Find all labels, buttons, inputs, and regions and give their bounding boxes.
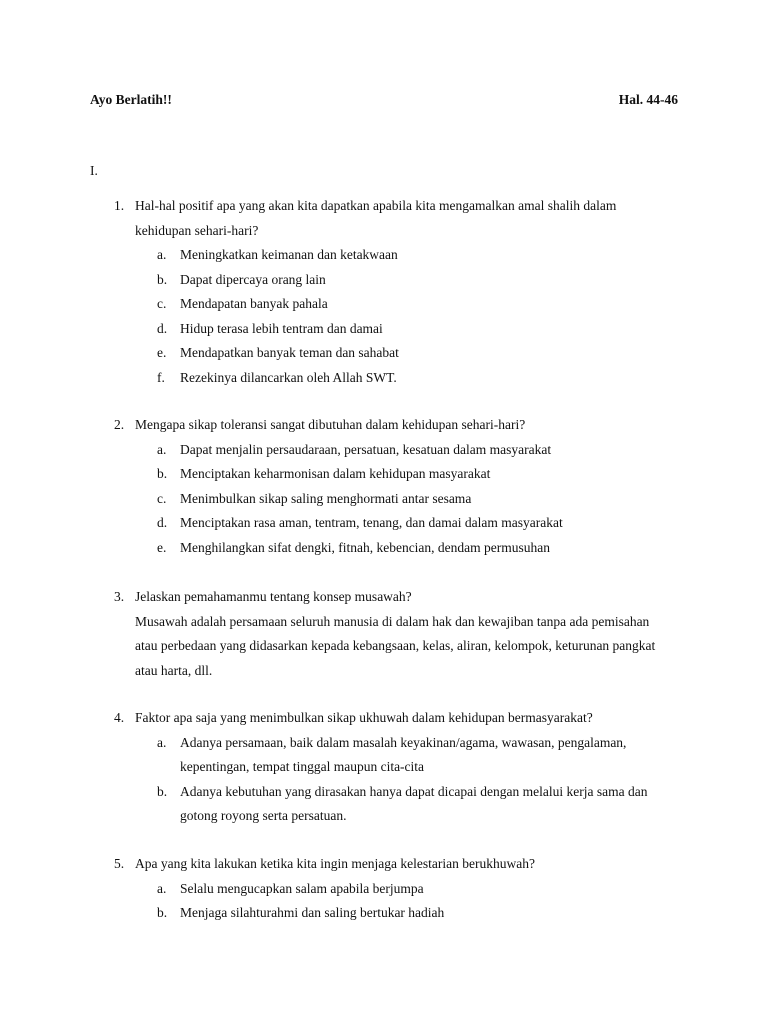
answer-option: [0, 487, 768, 512]
answer-option: [0, 366, 768, 391]
answer-option: [0, 292, 768, 317]
option-text: Menjaga silahturahmi dan saling bertukar hadiah: [180, 905, 445, 920]
option-letter: a.: [157, 441, 167, 457]
answer-option: [0, 268, 768, 293]
question-item: [0, 413, 768, 560]
option-text: Menghilangkan sifat dengki, fitnah, kebencian, dendam permusuhan: [180, 539, 551, 555]
answer-option: [0, 243, 768, 268]
question-text: Musawah adalah persamaan seluruh manusia di dalam hak dan kewajiban tanpa ada pemisahan: [135, 613, 650, 629]
option-text: Dapat menjalin persaudaraan, persatuan, kesatuan dalam masyarakat: [180, 441, 552, 457]
answer-option: [0, 317, 768, 342]
option-text: Adanya persamaan, baik dalam masalah keyakinan/agama, wawasan, pengalaman,: [180, 734, 627, 750]
answer-option: [0, 341, 768, 366]
answer-option: [0, 462, 768, 487]
page-title: Ayo Berlatih!!: [90, 92, 172, 107]
option-text: Menimbulkan sikap saling menghormati antar sesama: [180, 490, 472, 506]
question-number: 4.: [114, 710, 125, 725]
option-letter: a.: [157, 247, 167, 262]
section-number: I.: [90, 163, 98, 178]
question-text: atau perbedaan yang didasarkan kepada kebangsaan, kelas, aliran, kelompok, keturunan pangkat: [135, 638, 656, 653]
option-text: Menciptakan rasa aman, tentram, tenang, dan damai dalam masyarakat: [180, 515, 563, 530]
question-item: [0, 852, 768, 926]
option-letter: e.: [157, 539, 167, 555]
option-text: Menciptakan keharmonisan dalam kehidupan masyarakat: [180, 466, 491, 481]
question-number: 5.: [114, 856, 125, 871]
answer-option: [0, 755, 768, 780]
question-line: [0, 219, 768, 244]
option-text: Meningkatkan keimanan dan ketakwaan: [180, 247, 398, 262]
option-text: Mendapatan banyak pahala: [180, 296, 328, 311]
answer-option: [0, 511, 768, 536]
question-text: Apa yang kita lakukan ketika kita ingin menjaga kelestarian berukhuwah?: [135, 856, 535, 871]
option-letter: c.: [157, 296, 167, 311]
question-text: Hal-hal positif apa yang akan kita dapatkan apabila kita mengamalkan amal shalih dalam: [135, 198, 617, 213]
question-text: Jelaskan pemahamanmu tentang konsep musawah?: [135, 589, 412, 604]
question-line: [0, 413, 768, 438]
question-line: [0, 585, 768, 610]
question-text: kehidupan sehari-hari?: [135, 222, 259, 238]
answer-option: [0, 780, 768, 805]
page-header: [90, 92, 678, 112]
option-text: Dapat dipercaya orang lain: [180, 271, 326, 287]
answer-option: [0, 804, 768, 829]
question-number: 2.: [114, 417, 125, 432]
option-text: Selalu mengucapkan salam apabila berjumpa: [180, 880, 424, 896]
option-letter: d.: [157, 320, 168, 336]
option-text: Mendapatkan banyak teman dan sahabat: [180, 345, 399, 360]
question-text: Faktor apa saja yang menimbulkan sikap ukhuwah dalam kehidupan bermasyarakat?: [135, 710, 593, 725]
question-number: 3.: [114, 589, 125, 604]
option-letter: e.: [157, 345, 167, 360]
question-line: [0, 852, 768, 877]
option-letter: d.: [157, 515, 168, 530]
question-item: [0, 194, 768, 390]
option-text: kepentingan, tempat tinggal maupun cita-cita: [180, 759, 425, 774]
option-letter: c.: [157, 490, 167, 506]
option-text: Rezekinya dilancarkan oleh Allah SWT.: [180, 369, 397, 385]
option-letter: b.: [157, 905, 168, 920]
question-line: [0, 610, 768, 635]
option-letter: f.: [157, 369, 165, 385]
question-line: [0, 634, 768, 659]
option-letter: a.: [157, 880, 167, 896]
question-text: Mengapa sikap toleransi sangat dibutuhan dalam kehidupan sehari-hari?: [135, 417, 526, 432]
question-text: atau harta, dll.: [135, 662, 213, 678]
option-text: gotong royong serta persatuan.: [180, 808, 347, 823]
answer-option: [0, 536, 768, 561]
question-number: 1.: [114, 198, 125, 213]
question-line: [0, 194, 768, 219]
option-letter: a.: [157, 734, 167, 750]
option-text: Hidup terasa lebih tentram dan damai: [180, 320, 383, 336]
answer-option: [0, 438, 768, 463]
answer-option: [0, 731, 768, 756]
question-line: [0, 659, 768, 684]
question-item: [0, 706, 768, 829]
option-letter: b.: [157, 466, 168, 481]
option-text: Adanya kebutuhan yang dirasakan hanya dapat dicapai dengan melalui kerja sama dan: [180, 783, 648, 799]
answer-option: [0, 901, 768, 926]
question-line: [0, 706, 768, 731]
option-letter: b.: [157, 783, 168, 799]
option-letter: b.: [157, 271, 168, 287]
answer-option: [0, 877, 768, 902]
page-reference: Hal. 44-46: [618, 92, 678, 107]
question-item: [0, 585, 768, 683]
